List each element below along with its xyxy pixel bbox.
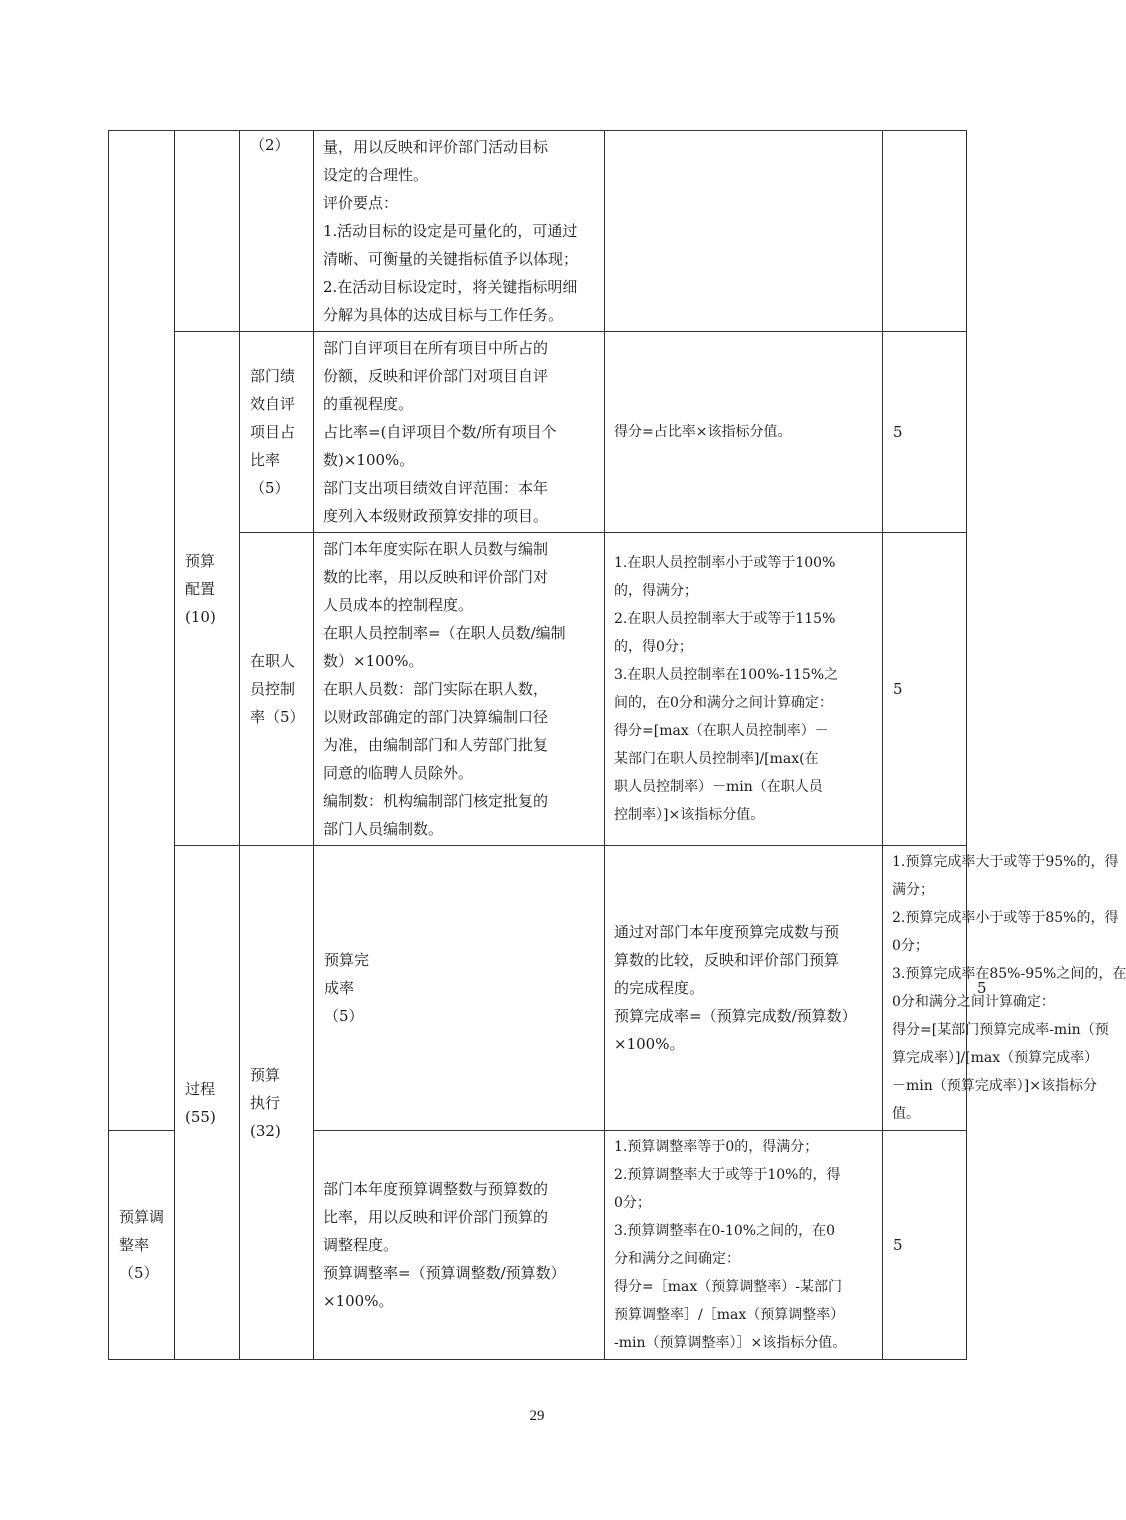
score-cell-empty <box>883 131 967 332</box>
indicator-label: 效自评 <box>250 395 296 413</box>
description-line: 在职人员控制率=（在职人员数/编制 <box>323 624 566 642</box>
standard-line: -min（预算调整率）］×该指标分值。 <box>614 1335 847 1351</box>
indicator-label: 员控制 <box>250 680 296 698</box>
standard-line: 3.在职人员控制率在100%-115%之 <box>614 667 839 683</box>
level1-label: 过程 <box>185 1079 216 1098</box>
description-cell <box>314 131 605 332</box>
description-line: 的完成程度。 <box>614 979 705 997</box>
standard-line: 0分； <box>614 1195 651 1211</box>
description-line: 量，用以反映和评价部门活动目标 <box>323 138 549 156</box>
description-line: 以财政部确定的部门决算编制口径 <box>323 708 549 726</box>
standard-line: 分和满分之间确定： <box>614 1251 740 1267</box>
description-cell <box>314 533 605 846</box>
standard-cell <box>605 533 883 846</box>
standard-line: 得分=占比率×该指标分值。 <box>614 424 792 440</box>
indicator-label: 项目占 <box>250 423 296 441</box>
indicator-label: （5） <box>119 1264 159 1282</box>
description-line: 人员成本的控制程度。 <box>323 596 474 614</box>
description-line: 部门人员编制数。 <box>323 820 444 838</box>
indicator-label: 整率 <box>119 1236 150 1254</box>
description-line: 预算调整率=（预算调整数/预算数） <box>323 1264 566 1282</box>
description-line: 的重视程度。 <box>323 395 414 413</box>
description-line: 同意的临聘人员除外。 <box>323 764 474 782</box>
description-line: 数)×100%。 <box>323 451 415 469</box>
evaluation-table <box>108 130 1126 1360</box>
description-line: 评价要点： <box>323 194 399 212</box>
indicator-label: 率（5） <box>250 708 305 726</box>
page-number: 29 <box>529 1408 545 1424</box>
standard-line: 的，得满分； <box>614 583 698 599</box>
standard-line: 1.在职人员控制率小于或等于100% <box>614 555 836 571</box>
indicator-cell <box>240 533 314 846</box>
standard-line: 职人员控制率）－min（在职人员 <box>614 779 823 795</box>
standard-line: 间的，在0分和满分之间计算确定： <box>614 695 833 711</box>
table-row <box>109 332 967 533</box>
indicator-cell <box>240 131 314 332</box>
description-line: 度列入本级财政预算安排的项目。 <box>323 507 549 525</box>
standard-line: 值。 <box>892 1106 920 1122</box>
level1-label: (55) <box>185 1107 216 1126</box>
indicator-label: 部门绩 <box>250 367 296 385</box>
standard-line: 的，得0分； <box>614 639 693 655</box>
standard-line: 得分=［max（预算调整率）-某部门 <box>614 1279 842 1295</box>
standard-line: 0分； <box>892 938 929 954</box>
standard-line: 预算调整率］/［max（预算调整率） <box>614 1307 845 1323</box>
standard-line: 1.预算调整率等于0的，得满分； <box>614 1139 819 1155</box>
description-line: ×100%。 <box>614 1035 685 1053</box>
description-line: 部门本年度实际在职人员数与编制 <box>323 540 549 558</box>
level1-cell <box>175 846 240 1360</box>
indicator-label: （5） <box>324 1007 364 1025</box>
score-value: 5 <box>893 680 903 698</box>
description-cell <box>314 332 605 533</box>
description-line: 部门自评项目在所有项目中所占的 <box>323 339 549 357</box>
indicator-label: 在职人 <box>250 652 296 670</box>
description-line: 分解为具体的达成目标与工作任务。 <box>323 306 564 324</box>
standard-line: 3.预算完成率在85%-95%之间的，在 <box>892 966 1126 982</box>
standard-line: 0分和满分之间计算确定： <box>892 994 1055 1010</box>
level2-cell <box>175 332 240 846</box>
description-line: 通过对部门本年度预算完成数与预 <box>614 923 840 941</box>
description-line: 清晰、可衡量的关键指标值予以体现； <box>323 250 579 268</box>
indicator-label: 预算完 <box>324 951 370 969</box>
standard-line: 控制率）]×该指标分值。 <box>614 807 765 823</box>
description-line: 算数的比较，反映和评价部门预算 <box>614 951 840 969</box>
indicator-cell <box>109 1131 175 1360</box>
level2-label: 预算 <box>250 1065 281 1084</box>
description-line: 占比率=(自评项目个数/所有项目个 <box>323 423 557 441</box>
level2-cell-empty <box>175 131 240 332</box>
description-line: 数）×100%。 <box>323 652 424 670</box>
standard-line: 3.预算调整率在0-10%之间的，在0 <box>614 1223 836 1239</box>
description-line: 2.在活动目标设定时，将关键指标明细 <box>323 278 578 296</box>
standard-cell <box>883 846 1126 1131</box>
description-cell <box>314 1131 605 1360</box>
standard-line: 满分； <box>892 882 934 898</box>
level2-label: (10) <box>185 607 216 626</box>
description-line: 为准，由编制部门和人劳部门批复 <box>323 736 549 754</box>
description-line: 部门本年度预算调整数与预算数的 <box>323 1180 549 1198</box>
standard-line: 某部门在职人员控制率]/[max(在 <box>614 751 819 767</box>
score-value: 5 <box>893 1236 903 1254</box>
score-value: 5 <box>893 423 903 441</box>
indicator-label: 比率 <box>250 451 281 469</box>
standard-cell-empty <box>605 131 883 332</box>
standard-line: 2.预算完成率小于或等于85%的，得 <box>892 910 1119 926</box>
level2-label: 配置 <box>185 579 216 598</box>
indicator-label: （5） <box>250 479 290 497</box>
score-cell <box>883 533 967 846</box>
score-value: 5 <box>977 979 987 997</box>
level2-cell <box>240 846 314 1360</box>
standard-line: 2.在职人员控制率大于或等于115% <box>614 611 836 627</box>
level2-label: 预算 <box>185 551 216 570</box>
description-line: 调整程度。 <box>323 1236 399 1254</box>
description-line: ×100%。 <box>323 1292 394 1310</box>
description-line: 设定的合理性。 <box>323 166 429 184</box>
description-line: 部门支出项目绩效自评范围：本年 <box>323 479 549 497</box>
score-cell <box>883 332 967 533</box>
indicator-cell <box>240 332 314 533</box>
description-line: 编制数：机构编制部门核定批复的 <box>323 792 549 810</box>
description-line: 比率，用以反映和评价部门预算的 <box>323 1208 549 1226</box>
table-row <box>109 131 967 332</box>
description-cell <box>605 846 883 1131</box>
indicator-label: （2） <box>250 136 290 154</box>
indicator-label: 预算调 <box>119 1208 165 1226</box>
standard-line: 1.预算完成率大于或等于95%的，得 <box>892 854 1119 870</box>
standard-cell <box>605 1131 883 1360</box>
description-line: 在职人员数：部门实际在职人数， <box>323 680 549 698</box>
standard-line: 2.预算调整率大于或等于10%的，得 <box>614 1167 841 1183</box>
description-line: 1.活动目标的设定是可量化的，可通过 <box>323 222 578 240</box>
standard-line: 得分=[max（在职人员控制率）－ <box>614 723 829 739</box>
description-line: 份额，反映和评价部门对项目自评 <box>323 367 549 385</box>
description-line: 数的比率，用以反映和评价部门对 <box>323 568 549 586</box>
level2-label: (32) <box>250 1121 281 1140</box>
level2-label: 执行 <box>250 1093 281 1112</box>
score-cell <box>883 1131 967 1360</box>
standard-line: 算完成率）]/[max（预算完成率） <box>892 1050 1099 1066</box>
level1-cell-empty <box>109 131 175 1131</box>
indicator-cell <box>314 846 605 1131</box>
indicator-label: 成率 <box>324 979 355 997</box>
table-row <box>109 846 967 1131</box>
description-line: 预算完成率=（预算完成数/预算数） <box>614 1007 857 1025</box>
standard-line: －min（预算完成率）]×该指标分 <box>892 1078 1097 1094</box>
standard-cell <box>605 332 883 533</box>
standard-line: 得分=[某部门预算完成率-min（预 <box>892 1022 1109 1038</box>
